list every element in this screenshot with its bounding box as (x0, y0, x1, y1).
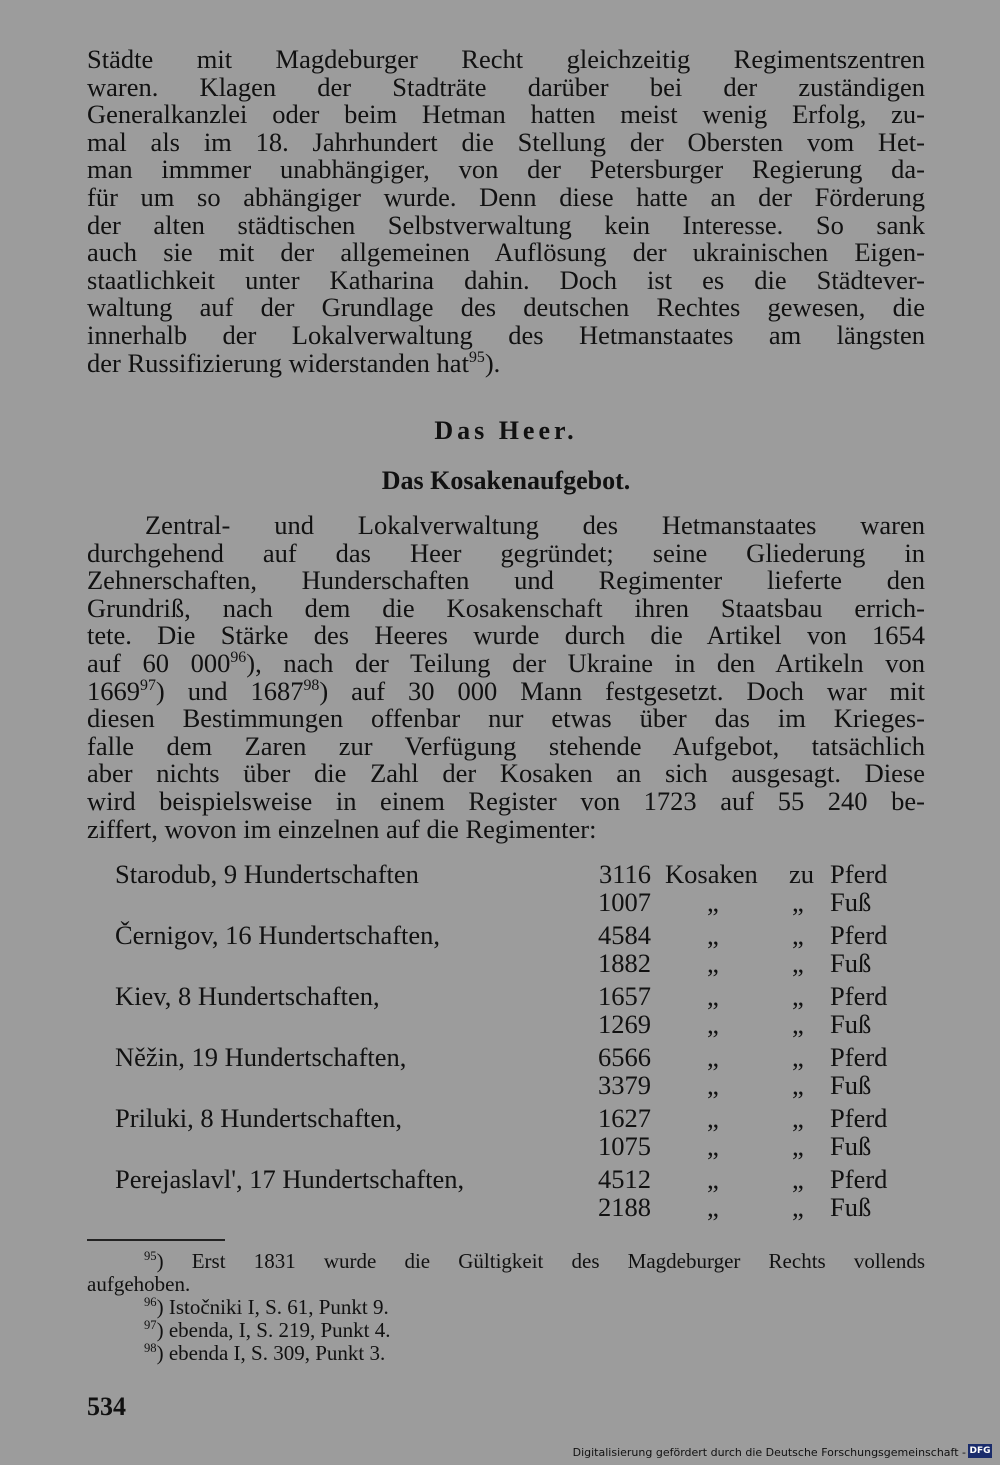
footnote-text: ) ebenda, I, S. 219, Punkt 4. (156, 1318, 391, 1342)
regiment-table (115, 860, 915, 1226)
preposition: zu (789, 859, 815, 889)
count-value: 2188 (598, 1192, 651, 1222)
ditto-mark: „ (707, 887, 719, 917)
footnote-ref: 98 (303, 676, 320, 694)
footnote-divider (87, 1239, 225, 1241)
regiment-name: Kiev, 8 Hundertschaften, (115, 981, 380, 1011)
kind-label: Fuß (830, 1009, 872, 1039)
regiment-name: Černigov, 16 Hundertschaften, (115, 920, 441, 950)
ditto-mark: „ (707, 1009, 719, 1039)
text-line (87, 647, 925, 678)
paragraph-cossack-levy (87, 512, 925, 843)
text-line: Grundriß, nach dem die Kosakenschaft ihren Staatsbau errich- (87, 592, 925, 623)
text-fragment: ) auf 30 000 Mann festgesetzt. Doch war mit (319, 675, 925, 706)
text-line: mal als im 18. Jahrhundert die Stellung der Obersten vom Het- (87, 126, 925, 157)
ditto-mark: „ (707, 981, 719, 1011)
text-line: waltung auf der Grundlage des deutschen Rechtes gewesen, die (87, 292, 925, 323)
count-value: 1269 (598, 1009, 651, 1039)
text-line: Städte mit Magdeburger Recht gleichzeitig Regimentszentren (87, 44, 925, 74)
text-line: Zentral- und Lokalverwaltung des Hetmanstaates waren (145, 510, 925, 540)
regiment-row-horse (115, 1043, 915, 1071)
footnote-text: ) ebenda I, S. 309, Punkt 3. (156, 1341, 386, 1365)
footnote-line (87, 1250, 925, 1273)
kind-label: Pferd (830, 981, 888, 1011)
footnote-95 (87, 1250, 925, 1296)
ditto-mark: „ (707, 1192, 719, 1222)
count-value: 4512 (598, 1164, 651, 1194)
footnote-text: ) Istočniki I, S. 61, Punkt 9. (156, 1295, 389, 1319)
text-line: innerhalb der Lokalverwaltung des Hetmanstaates am längsten (87, 319, 925, 350)
text-fragment: ) und 1687 (155, 675, 304, 706)
text-line: Zehnerschaften, Hunderschaften und Regimenter lieferte den (87, 565, 925, 596)
regiment-row-horse (115, 1104, 915, 1132)
footnote-mark: 98 (144, 1341, 157, 1355)
text-line: durchgehend auf das Heer gegründet; seine Gliederung in (87, 537, 925, 568)
footnote-ref: 97 (140, 676, 156, 694)
footnote-mark: 96 (144, 1295, 157, 1309)
footnote-mark: 95 (144, 1249, 157, 1263)
kind-label: Pferd (830, 920, 888, 950)
count-value: 1007 (598, 887, 651, 917)
text-line: diesen Bestimmungen offenbar nur etwas über das im Krieges- (87, 703, 925, 734)
ditto-mark: „ (792, 981, 804, 1011)
footnote-mark: 97 (144, 1318, 157, 1332)
count-value: 1882 (598, 948, 651, 978)
regiment-entry (115, 921, 915, 982)
footnote-97 (144, 1319, 982, 1342)
subsection-heading: Das Kosakenaufgebot. (381, 466, 631, 495)
regiment-entry (115, 860, 915, 921)
count-value: 6566 (598, 1042, 651, 1072)
text-fragment: ). (484, 347, 501, 378)
text-line: auch sie mit der allgemeinen Auflösung der ukrainischen Eigen- (87, 237, 925, 268)
kind-label: Pferd (830, 1042, 888, 1072)
regiment-row-horse (115, 860, 915, 888)
regiment-entry (115, 1104, 915, 1165)
text-fragment: 1669 (87, 675, 140, 706)
ditto-mark: „ (707, 1042, 719, 1072)
footnote-line: aufgehoben. (87, 1272, 191, 1296)
ditto-mark: „ (792, 1164, 804, 1194)
regiment-name: Perejaslavl', 17 Hundertschaften, (115, 1164, 465, 1194)
unit-label: Kosaken (665, 859, 758, 889)
ditto-mark: „ (792, 920, 804, 950)
regiment-entry (115, 1165, 915, 1226)
text-fragment: ), nach der Teilung der Ukraine in den Artikeln von (246, 647, 925, 678)
regiment-row-horse (115, 1165, 915, 1193)
regiment-name: Priluki, 8 Hundertschaften, (115, 1103, 403, 1133)
text-line: aber nichts über die Zahl der Kosaken an sich ausgesagt. Diese (87, 758, 925, 789)
kind-label: Fuß (830, 948, 872, 978)
count-value: 1627 (598, 1103, 651, 1133)
paragraph-city-administration (87, 46, 925, 377)
text-line: staatlichkeit unter Katharina dahin. Doch ist es die Städtever- (87, 264, 925, 295)
text-line: falle dem Zaren zur Verfügung stehende Aufgebot, tatsächlich (87, 730, 925, 761)
regiment-name: Něžin, 19 Hundertschaften, (115, 1042, 407, 1072)
text-line: für um so abhängiger wurde. Denn diese hatte an der Förderung (87, 181, 925, 212)
count-value: 3116 (598, 859, 651, 889)
kind-label: Pferd (830, 1164, 888, 1194)
ditto-mark: „ (707, 920, 719, 950)
kind-label: Pferd (830, 1103, 888, 1133)
section-heading: Das Heer. (434, 416, 578, 445)
page-number: 534 (87, 1392, 126, 1421)
ditto-mark: „ (707, 1103, 719, 1133)
ditto-mark: „ (792, 1042, 804, 1072)
text-line: wird beispielsweise in einem Register von 1723 auf 55 240 be- (87, 785, 925, 816)
kind-label: Fuß (830, 1131, 872, 1161)
regiment-entry (115, 982, 915, 1043)
kind-label: Fuß (830, 1070, 872, 1100)
digitization-credit: Digitalisierung gefördert durch die Deutsche Forschungsgemeinschaft - (572, 1446, 966, 1459)
regiment-name: Starodub, 9 Hundertschaften (115, 859, 419, 889)
text-line: Generalkanzlei oder beim Hetman hatten meist wenig Erfolg, zu- (87, 99, 925, 130)
text-line: der alten städtischen Selbstverwaltung kein Interesse. So sank (87, 209, 925, 240)
footnote-ref: 96 (230, 649, 247, 667)
kind-label: Pferd (830, 859, 888, 889)
text-fragment: der Russifizierung widerstanden hat (87, 347, 469, 378)
text-line: waren. Klagen der Stadträte darüber bei der zuständigen (87, 71, 925, 102)
count-value: 3379 (598, 1070, 651, 1100)
regiment-row-foot (115, 949, 915, 977)
kind-label: Fuß (830, 887, 872, 917)
ditto-mark: „ (792, 1009, 804, 1039)
ditto-mark: „ (792, 1131, 804, 1161)
ditto-mark: „ (792, 1192, 804, 1222)
regiment-entry (115, 1043, 915, 1104)
ditto-mark: „ (707, 1131, 719, 1161)
text-line: ziffert, wovon im einzelnen auf die Regimenter: (87, 813, 597, 844)
ditto-mark: „ (707, 1164, 719, 1194)
ditto-mark: „ (707, 948, 719, 978)
regiment-row-foot (115, 1071, 915, 1099)
text-line: man immmer unabhängiger, von der Petersburger Regierung da- (87, 154, 925, 185)
ditto-mark: „ (792, 1070, 804, 1100)
count-value: 1075 (598, 1131, 651, 1161)
ditto-mark: „ (707, 1070, 719, 1100)
ditto-mark: „ (792, 948, 804, 978)
text-line (87, 347, 925, 378)
footnote-98 (144, 1342, 982, 1365)
text-fragment: auf 60 000 (87, 647, 231, 678)
ditto-mark: „ (792, 1103, 804, 1133)
regiment-row-foot (115, 888, 915, 916)
regiment-row-foot (115, 1010, 915, 1038)
regiment-row-horse (115, 921, 915, 949)
regiment-row-foot (115, 1193, 915, 1221)
count-value: 1657 (598, 981, 651, 1011)
text-line (87, 675, 925, 706)
regiment-row-horse (115, 982, 915, 1010)
footnote-ref: 95 (468, 348, 485, 366)
footnote-text: ) Erst 1831 wurde die Gültigkeit des Magdeburger Rechts vollends (156, 1249, 925, 1273)
regiment-row-foot (115, 1132, 915, 1160)
count-value: 4584 (598, 920, 651, 950)
ditto-mark: „ (792, 887, 804, 917)
kind-label: Fuß (830, 1192, 872, 1222)
footnote-96 (144, 1296, 982, 1319)
dfg-logo[interactable]: DFG (969, 1446, 991, 1456)
text-line: tete. Die Stärke des Heeres wurde durch die Artikel von 1654 (87, 620, 925, 651)
